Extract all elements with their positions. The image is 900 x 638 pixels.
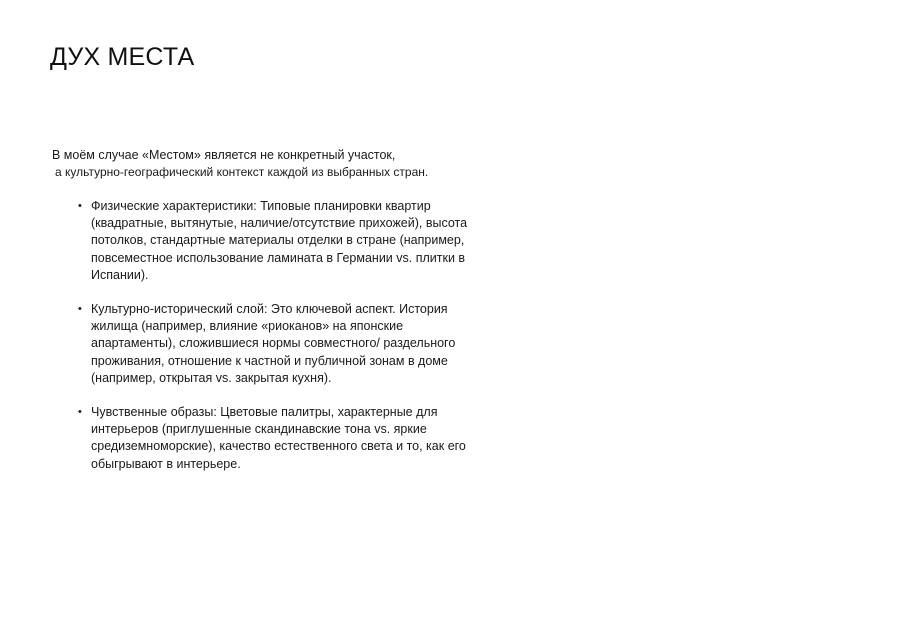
list-item-text: Чувственные образы: Цветовые палитры, характерные для интерьеров (приглушенные скандинавские тона vs. яркие средиземноморские), качество естественного света и то, как его обыгрывают в интерьере. [91, 405, 466, 471]
bullet-icon: • [78, 200, 82, 212]
list-item-physical [78, 198, 468, 284]
bullet-icon: • [78, 303, 82, 316]
list-item-cultural [78, 301, 468, 387]
page-title: ДУХ МЕСТА [50, 43, 195, 71]
intro-line-2: а культурно-географический контекст каждой из выбранных стран. [55, 165, 429, 179]
list-item-text: Культурно-исторический слой: Это ключевой аспект. История жилища (например, влияние «риоканов» на японские апартаменты), сложившиеся нормы совместного/ раздельного проживания, отношение к частной и публичной зонам в доме (например, открытая vs. закрытая кухня). [91, 302, 456, 385]
list-item-text: Физические характеристики: Типовые планировки квартир (квадратные, вытянутые, наличие/отсутствие прихожей), высота потолков, стандартные материалы отделки в стране (например, повсеместное использование ламината в Германии vs. плитки в Испании). [91, 199, 468, 282]
bullet-icon: • [78, 406, 82, 419]
intro-line-1: В моём случае «Местом» является не конкретный участок, [52, 148, 396, 162]
intro-paragraph [52, 147, 492, 181]
bullet-list [78, 198, 468, 473]
list-item-sensory [78, 404, 468, 473]
